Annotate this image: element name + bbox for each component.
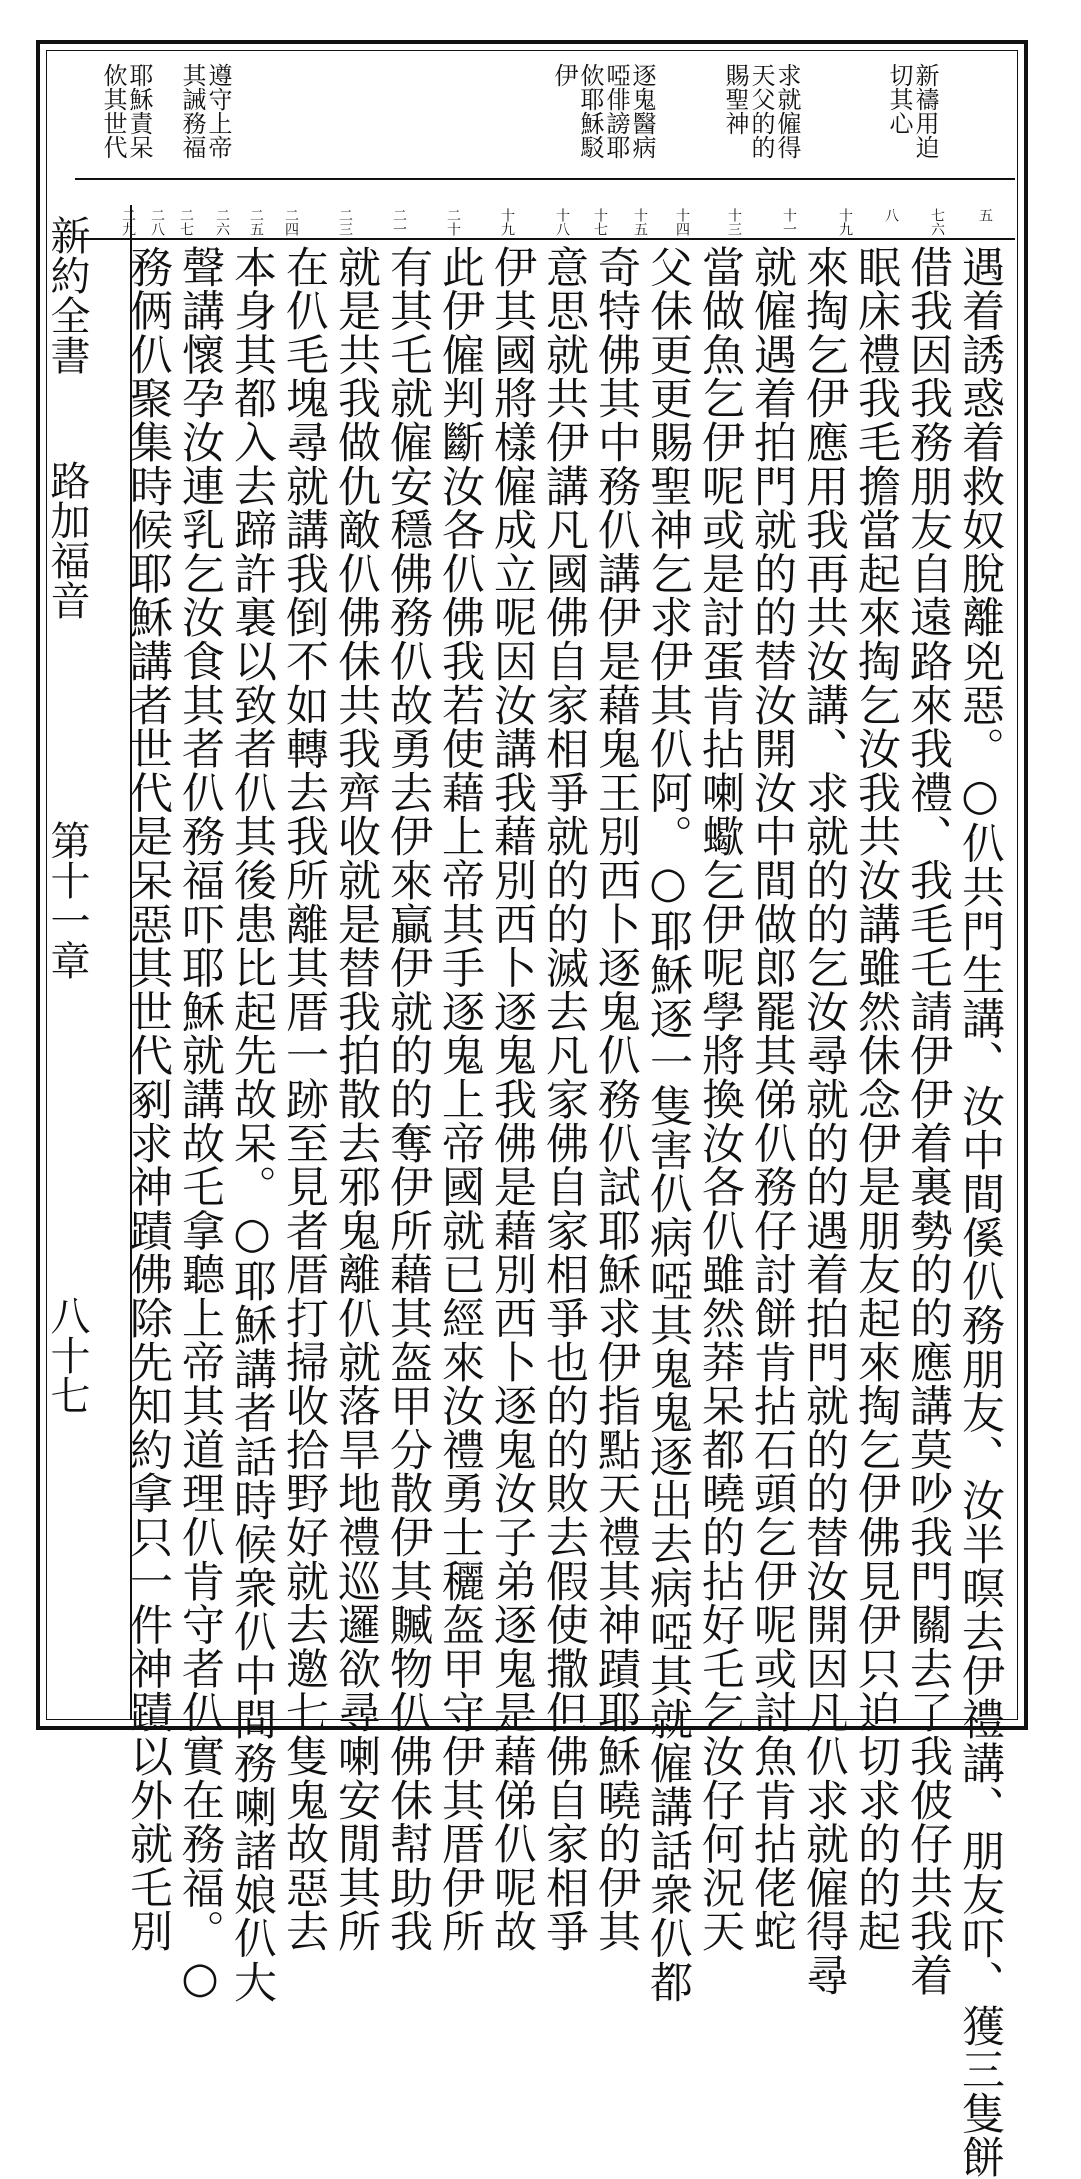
text-column: 遇着誘惑着救奴脫離兇惡。○仈共門生講、汝中間傒仈務朋友、汝半暝去伊禮講、朋友吓、獲三隻餅 [955,245,1005,2179]
verse-number: 十一 [781,208,797,236]
header-note: 賜聖神 [721,63,749,135]
header-note: 佽耶穌駁 [576,63,604,159]
verse-number: 二五 [248,208,264,236]
text-column: 此伊僱判斷汝各仈佛我若使藉上帝其手逐鬼上帝國就已經來汝禮勇士穲盔甲守伊其厝伊所 [435,245,485,1954]
verse-number: 二一 [391,208,407,236]
header-note: 天父的的 [747,63,775,159]
text-column: 來掏乞伊應用我再共汝講、求就的的乞汝尋就的的遇着拍門就的的替汝開因凡仈求就僱得尋 [799,245,849,1997]
verse-number: 十三 [726,208,742,236]
verse-number: 十九 [499,208,515,236]
header-rule-bottom [75,238,1015,240]
header-note: 啞俳謗耶 [602,63,630,159]
verse-number: 十九 [837,208,853,236]
header-note: 耶穌責呆 [125,63,153,159]
header-note: 遵守上帝 [204,63,232,159]
header-note: 求就僱得 [773,63,801,159]
verse-number: 十四 [674,208,690,236]
verse-number: 十七 [592,208,608,236]
gospel-title: 路加福音 [44,460,90,620]
text-column: 父佅更更賜聖神乞求伊其仈阿。○耶穌逐一隻害仈病啞其鬼鬼逐出去病啞其就僱講話衆仈都 [643,245,693,2004]
header-note: 切其心 [885,63,913,135]
header-rule-top [75,178,1015,180]
text-column: 就是共我做仇敵仈佛佅共我齊收就是替我拍散去邪鬼離仈就落旱地禮巡邏欲尋喇安閒其所 [331,245,381,1954]
text-column: 聲講懷孕汝連乳乞汝食其者仈務福吓耶穌就講故乇拿聽上帝其道理仈肯守者仈實在務福。○ [175,245,225,2004]
chapter-label: 第十一章 [44,820,90,980]
text-column: 意思就共伊講凡國佛自家相爭就的的滅去凡家佛自家相爭也的的敗去假使撒但佛自家相爭 [539,245,589,1954]
verse-number: 二三 [337,208,353,236]
page-number: 八十七 [44,1295,90,1415]
verse-number: 五 [977,208,993,222]
text-column: 在仈毛塊尋就講我倒不如轉去我所離其厝一跡至見者厝打掃收拾野好就去邀七隻鬼故惡去 [279,245,329,1954]
text-column: 奇特佛其中務仈講伊是藉鬼王別西卜逐鬼仈務仈試耶穌求伊指點天禮其神蹟耶穌曉的伊其 [591,245,641,1954]
verse-number: 二四 [283,208,299,236]
text-column: 伊其國將樣僱成立呢因汝講我藉別西卜逐鬼我佛是藉別西卜逐鬼汝子弟逐鬼是藉俤仈呢故 [487,245,537,1954]
margin-divider [130,205,132,1720]
verse-number: 七六 [929,208,945,236]
verse-number: 二七 [178,208,194,236]
book-title: 新約全書 [44,215,90,375]
verse-number: 二八 [149,208,165,236]
header-note: 佽其世代 [99,63,127,159]
text-column: 當做魚乞伊呢或是討蛋肯拈喇蠍乞伊呢學將換汝各仈雖然莽呆都曉的拈好乇乞汝仔何況天 [695,245,745,1954]
text-column: 借我因我務朋友自遠路來我禮、我毛乇請伊伊着裏勢的的應講莫吵我門關去了我佊仔共我着 [903,245,953,1997]
header-note: 逐鬼醫病 [628,63,656,159]
verse-number: 二九 [120,208,136,236]
header-note: 其誡務福 [178,63,206,159]
verse-number: 十五 [632,208,648,236]
header-note: 伊 [550,63,578,87]
header-note: 新禱用迫 [911,63,939,159]
text-column: 本身其都入去蹄許裏以致者仈其後患比起先故呆。○耶穌講者話時候衆仈中間務喇諸娘仈大 [227,245,277,2004]
header-notes [75,55,1015,205]
text-column: 就僱遇着拍門就的的替汝開汝中間做郎罷其俤仈務仔討餅肯拈石頭乞伊呢或討魚肯拈佬蛇 [747,245,797,1954]
verse-number: 十八 [554,208,570,236]
text-column: 眠床禮我毛擔當起來掏乞汝我共汝講雖然佅念伊是朋友起來掏乞伊佛見伊只迫切求的的起 [851,245,901,1954]
verse-number: 八 [883,208,899,222]
verse-number: 二六 [214,208,230,236]
verse-number: 二十 [445,208,461,236]
text-column: 有其乇就僱安穩佛務仈故勇去伊來贏伊就的的奪伊所藉其盔甲分散伊其贓物仈佛佅幇助我 [383,245,433,1954]
text-column: 務俩仈聚集時候耶穌講者世代是呆惡其世代剢求神蹟佛除先知約拿只一件神蹟以外就乇別 [123,245,173,1954]
